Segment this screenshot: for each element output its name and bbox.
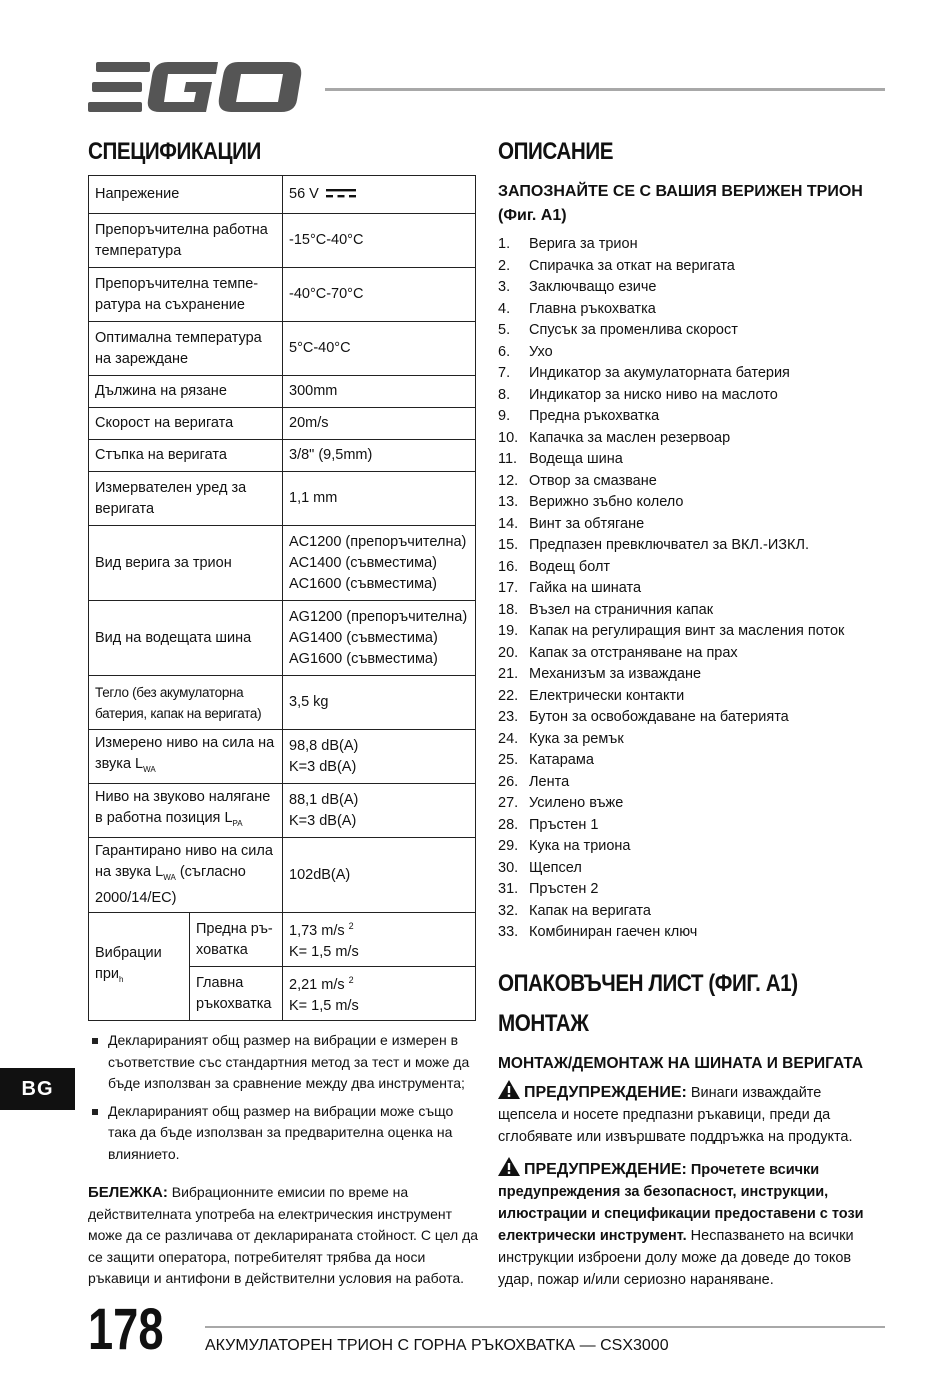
list-item-number: 9.	[498, 408, 511, 424]
list-item-number: 21.	[498, 666, 519, 682]
list-item	[498, 320, 878, 342]
list-item	[498, 342, 878, 364]
list-item-number: 2.	[498, 257, 511, 274]
spec-value: 88,1 dB(A) K=3 dB(A)	[283, 784, 476, 838]
list-item	[498, 535, 878, 557]
spec-label: Гарантирано ниво на сила на звука $L_{WA}$ (съгласно 2000/14/EC)	[89, 838, 283, 913]
page-number: 178	[88, 1297, 164, 1362]
list-item-label: Лента	[529, 773, 570, 790]
list-item-label: Гайка на шината	[529, 580, 642, 596]
list-item-number: 10.	[498, 429, 519, 446]
list-item-number: 12.	[498, 472, 519, 489]
list-item-number: 20.	[498, 644, 519, 661]
table-row	[89, 526, 476, 601]
spec-label: Вид верига за трион	[89, 526, 283, 601]
spec-label: Скорост на веригата	[89, 408, 283, 440]
list-item-label: Капак на веригата	[529, 902, 651, 919]
table-row	[89, 176, 476, 214]
spec-label: Измерено ниво на сила на звука $L_{WA}$	[89, 730, 283, 784]
vibration-front-label: Предна ръ-ховатка	[190, 913, 283, 967]
list-item-number: 1.	[498, 236, 511, 252]
table-row	[89, 440, 476, 472]
list-item	[498, 277, 878, 299]
list-item-label: Бутон за освобождаване на батерията	[529, 709, 789, 725]
list-item-label: Катарама	[529, 752, 594, 768]
list-item-number: 26.	[498, 773, 519, 790]
list-item-label: Кука на триона	[529, 838, 631, 854]
value-line: AG1200 (препоръчителна)	[289, 608, 468, 625]
list-item	[498, 707, 878, 729]
list-item	[498, 815, 878, 837]
spec-value: 56 V	[283, 176, 476, 214]
footer-rule	[205, 1326, 885, 1328]
list-item-number: 6.	[498, 343, 511, 360]
list-item-label: Спирачка за откат на веригата	[529, 257, 735, 274]
spec-label: Оптимална температура на зареждане	[89, 322, 283, 376]
table-row	[89, 730, 476, 784]
spec-value	[283, 526, 476, 601]
list-item-label: Щепсел	[529, 859, 582, 876]
assembly-subtitle: МОНТАЖ/ДЕМОНТАЖ НА ШИНАТА И ВЕРИГАТА	[498, 1055, 864, 1072]
warning-bold-text: Прочетете всички предупреждения за безопасност, инструкции, илюстрации и спецификации предоставени с този електрически инструмент.	[498, 1162, 864, 1244]
list-item	[498, 901, 878, 923]
spec-label: Препоръчителна темпе-ратура на съхранение	[89, 268, 283, 322]
warning-2	[498, 1157, 874, 1291]
vibration-bullets	[88, 1030, 478, 1171]
list-item	[498, 363, 878, 385]
footer-title: АКУМУЛАТОРЕН ТРИОН С ГОРНА РЪКОХВАТКА — CSX3000	[205, 1337, 669, 1354]
list-item	[498, 686, 878, 708]
spec-value: 2,21 m/s $^2$ K= 1,5 m/s	[283, 967, 476, 1021]
note-text: Вибрационните емисии по време на действителната употреба на електрическия инструмент може да се различава от декларираната стойност. С цел да се защити оператора, потребителят трябва да носи ръкавици и антифони в действителни условия на работа.	[88, 1184, 479, 1286]
spec-label: Препоръчителна работна температура	[89, 214, 283, 268]
list-item-label: Капак на регулиращия винт за масления поток	[529, 623, 845, 639]
value-line: AC1600 (съвместима)	[289, 575, 437, 592]
list-item-number: 18.	[498, 601, 519, 618]
dc-symbol-icon	[326, 189, 356, 199]
list-item-label: Комбиниран гаечен ключ	[529, 924, 698, 940]
spec-label: Напрежение	[89, 176, 283, 214]
spec-value: 1,1 mm	[283, 472, 476, 526]
description-title: ОПИСАНИЕ	[498, 138, 614, 165]
list-item-number: 8.	[498, 386, 511, 403]
value-line: AG1400 (съвместима)	[289, 629, 438, 646]
table-row	[89, 408, 476, 440]
vibration-label: Вибрации при$_h$	[89, 913, 190, 1021]
spec-value: 3,5 kg	[283, 676, 476, 730]
packing-title: ОПАКОВЪЧЕН ЛИСТ (ФИГ. A1)	[498, 970, 798, 997]
list-item-label: Водеща шина	[529, 451, 623, 467]
note-paragraph	[88, 1182, 480, 1290]
spec-value: 300mm	[283, 376, 476, 408]
list-item-number: 22.	[498, 687, 519, 704]
list-item	[498, 449, 878, 471]
warning-1	[498, 1080, 874, 1148]
value-line: AC1200 (препоръчителна)	[289, 533, 467, 550]
list-item	[498, 578, 878, 600]
spec-value: 102dB(A)	[283, 838, 476, 913]
table-row	[89, 838, 476, 913]
list-item	[498, 600, 878, 622]
table-row	[89, 214, 476, 268]
parts-list	[498, 234, 878, 944]
spec-value: 5°C-40°C	[283, 322, 476, 376]
list-item	[498, 772, 878, 794]
list-item-label: Механизъм за изваждане	[529, 666, 702, 682]
list-item-label: Главна ръкохватка	[529, 300, 656, 317]
table-row	[89, 913, 476, 967]
value-line: AG1600 (съвместима)	[289, 650, 438, 667]
list-item	[498, 858, 878, 880]
table-row	[89, 676, 476, 730]
value-line: AC1400 (съвместима)	[289, 554, 437, 571]
warning-label: ПРЕДУПРЕЖДЕНИЕ:	[524, 1161, 687, 1178]
list-item-label: Винт за обтягане	[529, 515, 645, 532]
list-item-label: Електрически контакти	[529, 687, 685, 704]
table-row	[89, 601, 476, 676]
spec-value: 20m/s	[283, 408, 476, 440]
table-row	[89, 784, 476, 838]
note-label: БЕЛЕЖКА:	[88, 1184, 168, 1201]
table-row	[89, 322, 476, 376]
spec-value: 1,73 m/s $^2$ K= 1,5 m/s	[283, 913, 476, 967]
list-item-label: Ухо	[529, 343, 553, 360]
list-item-number: 28.	[498, 816, 519, 833]
list-item-number: 13.	[498, 494, 519, 510]
list-item-number: 11.	[498, 451, 518, 467]
list-item	[498, 406, 878, 428]
list-item	[498, 879, 878, 901]
list-item	[498, 793, 878, 815]
list-item-number: 33.	[498, 924, 519, 940]
spec-label: Вид на водещата шина	[89, 601, 283, 676]
list-item	[498, 299, 878, 321]
list-item-label: Предпазен превключвател за ВКЛ.-ИЗКЛ.	[529, 537, 810, 553]
spec-label: Тегло (без акумулаторна батерия, капак на веригата)	[89, 676, 283, 730]
list-item-number: 17.	[498, 580, 519, 596]
list-item-label: Кука за ремък	[529, 730, 624, 747]
list-item-label: Предна ръкохватка	[529, 408, 660, 424]
specs-table	[88, 175, 476, 1021]
list-item	[498, 428, 878, 450]
list-item	[498, 729, 878, 751]
warning-triangle-icon	[498, 1080, 520, 1099]
assembly-title: МОНТАЖ	[498, 1010, 589, 1037]
warning-triangle-icon	[498, 1157, 520, 1176]
list-item	[498, 471, 878, 493]
list-item-number: 29.	[498, 838, 519, 854]
list-item	[498, 922, 878, 944]
table-row	[89, 472, 476, 526]
warning-text: Винаги изваждайте щепсела и носете предпазни ръкавици, преди да сглобявате или извършвате поддръжка на продукта.	[498, 1085, 853, 1145]
warning-text: Неспазването на всички инструкции изброени долу може да доведе до токов удар, пожар и/или сериозно нараняване.	[498, 1228, 854, 1288]
list-item-number: 3.	[498, 279, 511, 295]
list-item-number: 30.	[498, 859, 519, 876]
list-item	[498, 256, 878, 278]
list-item	[498, 557, 878, 579]
list-item-number: 19.	[498, 623, 519, 639]
list-item-number: 31.	[498, 881, 519, 897]
list-item-label: Усилено въже	[529, 795, 624, 811]
list-item-number: 16.	[498, 558, 519, 575]
list-item-number: 4.	[498, 300, 511, 317]
list-item	[498, 621, 878, 643]
vibration-main-label: Главна ръкохватка	[190, 967, 283, 1021]
bullet-item: Декларираният общ размер на вибрации е измерен в съответствие със стандартния метод за тест и може да бъде използван за сравнение между два инструмента;	[88, 1030, 478, 1095]
table-row	[89, 376, 476, 408]
list-item-label: Капачка за маслен резервоар	[529, 429, 731, 446]
specs-title: СПЕЦИФИКАЦИИ	[88, 138, 261, 165]
list-item-number: 7.	[498, 365, 511, 381]
list-item-label: Водещ болт	[529, 558, 611, 575]
spec-value	[283, 601, 476, 676]
spec-value: 98,8 dB(A) K=3 dB(A)	[283, 730, 476, 784]
spec-label: Измервателен уред за веригата	[89, 472, 283, 526]
list-item-label: Капак за отстраняване на прах	[529, 644, 738, 661]
list-item-number: 15.	[498, 537, 519, 553]
list-item	[498, 514, 878, 536]
list-item-number: 27.	[498, 795, 519, 811]
list-item-label: Пръстен 1	[529, 816, 599, 833]
list-item	[498, 385, 878, 407]
list-item-label: Заключващо езиче	[529, 279, 657, 295]
list-item-label: Пръстен 2	[529, 881, 599, 897]
list-item-number: 32.	[498, 902, 519, 919]
ego-logo	[88, 62, 303, 114]
spec-value: -15°C-40°C	[283, 214, 476, 268]
list-item	[498, 492, 878, 514]
list-item	[498, 234, 878, 256]
description-subtitle: ЗАПОЗНАЙТЕ СЕ С ВАШИЯ ВЕРИЖЕН ТРИОН (Фиг. A1)	[498, 183, 863, 224]
spec-label: Дължина на рязане	[89, 376, 283, 408]
list-item-label: Спусък за променлива скорост	[529, 322, 738, 338]
language-tab: BG	[0, 1068, 75, 1110]
spec-label: Ниво на звуково налягане в работна позиция $L_{PA}$	[89, 784, 283, 838]
table-row	[89, 268, 476, 322]
list-item-label: Отвор за смазване	[529, 472, 657, 489]
list-item-label: Верижно зъбно колело	[529, 494, 684, 510]
list-item-number: 24.	[498, 730, 519, 747]
list-item-number: 25.	[498, 752, 519, 768]
list-item-number: 14.	[498, 515, 519, 532]
list-item-number: 5.	[498, 322, 511, 338]
bullet-item: Декларираният общ размер на вибрации може също така да бъде използван за предварителна оценка на влиянието.	[88, 1101, 478, 1166]
list-item-number: 23.	[498, 709, 519, 725]
list-item-label: Индикатор за акумулаторната батерия	[529, 365, 790, 381]
list-item-label: Възел на страничния капак	[529, 601, 714, 618]
list-item	[498, 664, 878, 686]
list-item-label: Верига за трион	[529, 236, 638, 252]
warning-label: ПРЕДУПРЕЖДЕНИЕ:	[524, 1084, 687, 1101]
header-rule	[325, 88, 885, 91]
spec-value: 3/8" (9,5mm)	[283, 440, 476, 472]
list-item	[498, 643, 878, 665]
spec-label: Стъпка на веригата	[89, 440, 283, 472]
spec-value: -40°C-70°C	[283, 268, 476, 322]
list-item	[498, 836, 878, 858]
list-item-label: Индикатор за ниско ниво на маслото	[529, 386, 778, 403]
list-item	[498, 750, 878, 772]
